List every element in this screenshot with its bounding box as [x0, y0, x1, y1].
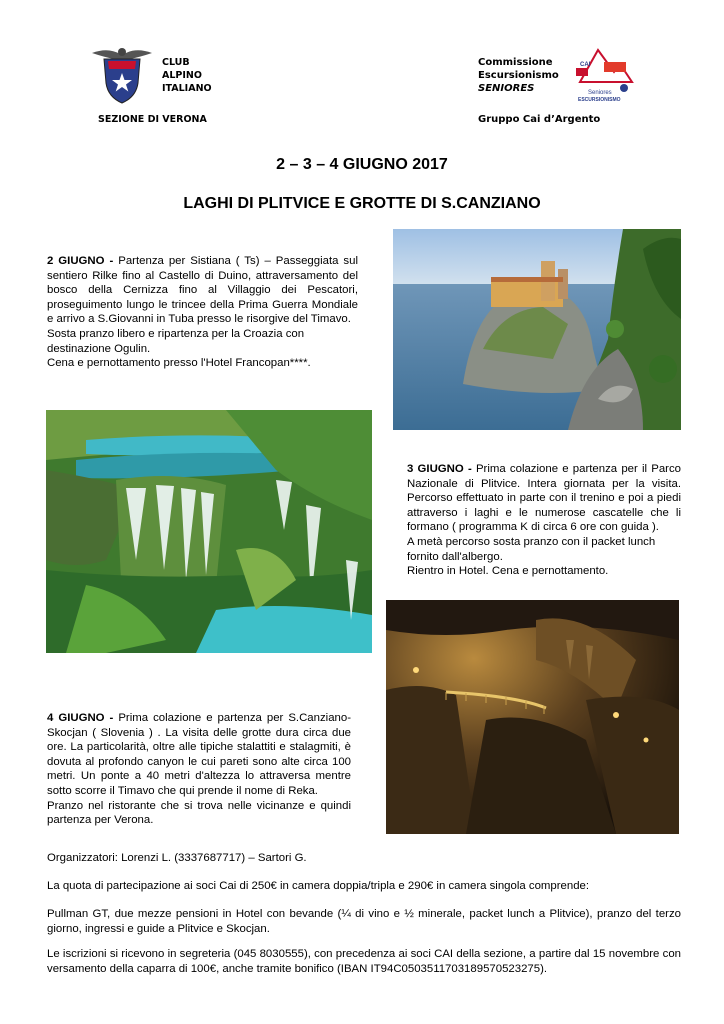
day2-text: Partenza per Sistiana ( Ts) – Passeggiata sul sentiero Rilke fino al Castello di Duino, attraversamento del bosco della Cernizza fino al Villaggio dei Pescatori, proseguimento lungo le trincee della Prima Guerra Mondiale e arrivo a S.Giovanni in Tuba presso le risorgive del Timavo.: [47, 255, 358, 326]
day3-return: Rientro in Hotel. Cena e pernottamento.: [407, 565, 609, 578]
day4-block: [47, 711, 351, 828]
day2-dinner: Cena e pernottamento presso l'Hotel Francopan****.: [47, 357, 311, 370]
day2-lunch: Sosta pranzo libero e ripartenza per la Croazia con destinazione Ogulin.: [47, 327, 305, 355]
cai-eagle-logo: [90, 45, 154, 105]
day3-text: Prima colazione e partenza per il Parco Nazionale di Plitvice. Intera giornata per la visita. Percorso effettuato in parte con il trenino e poi a piedi attraverso i laghi e le numerose cascatelle che li formano ( programma K di circa 6 ore con guida ).: [407, 463, 682, 534]
club-line-1: CLUB: [162, 57, 190, 68]
day3-label: 3 GIUGNO -: [407, 463, 472, 475]
commission-line-1: Commissione: [478, 57, 553, 68]
logo-cai-text: CAI: [580, 62, 591, 68]
skocjan-caves-photo: [386, 600, 679, 834]
day2-label: 2 GIUGNO -: [47, 255, 114, 267]
event-dates: 2 – 3 – 4 GIUGNO 2017: [276, 156, 448, 173]
plitvice-lakes-photo: [46, 410, 372, 653]
organizers: Organizzatori: Lorenzi L. (3337687717) – Sartori G.: [47, 852, 307, 864]
day4-lunch: Pranzo nel ristorante che si trova nelle vicinanze e quindi partenza per Verona.: [47, 799, 351, 827]
day3-lunch: A metà percorso sosta pranzo con il packet lunch fornito dall'albergo.: [407, 535, 656, 563]
included-services: Pullman GT, due mezze pensioni in Hotel con bevande (¼ di vino e ½ minerale, packet lunch a Plitvice), pranzo del terzo giorno, ingressi e guide a Plitvice e Skocjan.: [47, 908, 681, 935]
seniores-logo: [574, 44, 634, 104]
section-name: SEZIONE DI VERONA: [98, 114, 207, 125]
club-line-2: ALPINO: [162, 70, 202, 81]
group-name: Gruppo Cai d’Argento: [478, 114, 601, 125]
commission-line-2: Escursionismo: [478, 70, 559, 81]
day4-label: 4 GIUGNO -: [47, 712, 114, 724]
price-info: La quota di partecipazione ai soci Cai di 250€ in camera doppia/tripla e 290€ in camera singola comprende:: [47, 880, 590, 892]
event-title: LAGHI DI PLITVICE E GROTTE DI S.CANZIANO: [183, 195, 541, 212]
commission-line-3: SENIORES: [478, 83, 535, 94]
logo-escursionismo-text: ESCURSIONISMO: [578, 97, 621, 103]
day3-block: [407, 462, 681, 579]
duino-castle-photo: [393, 229, 681, 430]
club-line-3: ITALIANO: [162, 83, 212, 94]
day4-text: Prima colazione e partenza per S.Canziano-Skocjan ( Slovenia ) . La visita delle grotte dura circa due ore. La particolarità, oltre alle tipiche stalattiti e stalagmiti, è dovuta al profondo canyon le cui pareti sono alte circa 100 metri. Un ponte a 40 metri d'altezza lo attraversa mentre sotto scorre il Timavo che qui prende il nome di Reka.: [47, 712, 351, 797]
logo-seniores-text: Seniores: [588, 90, 612, 96]
registration-info: Le iscrizioni si ricevono in segreteria (045 8030555), con precedenza ai soci CAI della sezione, a partire dal 15 novembre con versamento della caparra di 100€, anche tramite bonifico (IBAN IT94C0503511703189570523275).: [47, 948, 681, 975]
day2-block: [47, 254, 358, 371]
